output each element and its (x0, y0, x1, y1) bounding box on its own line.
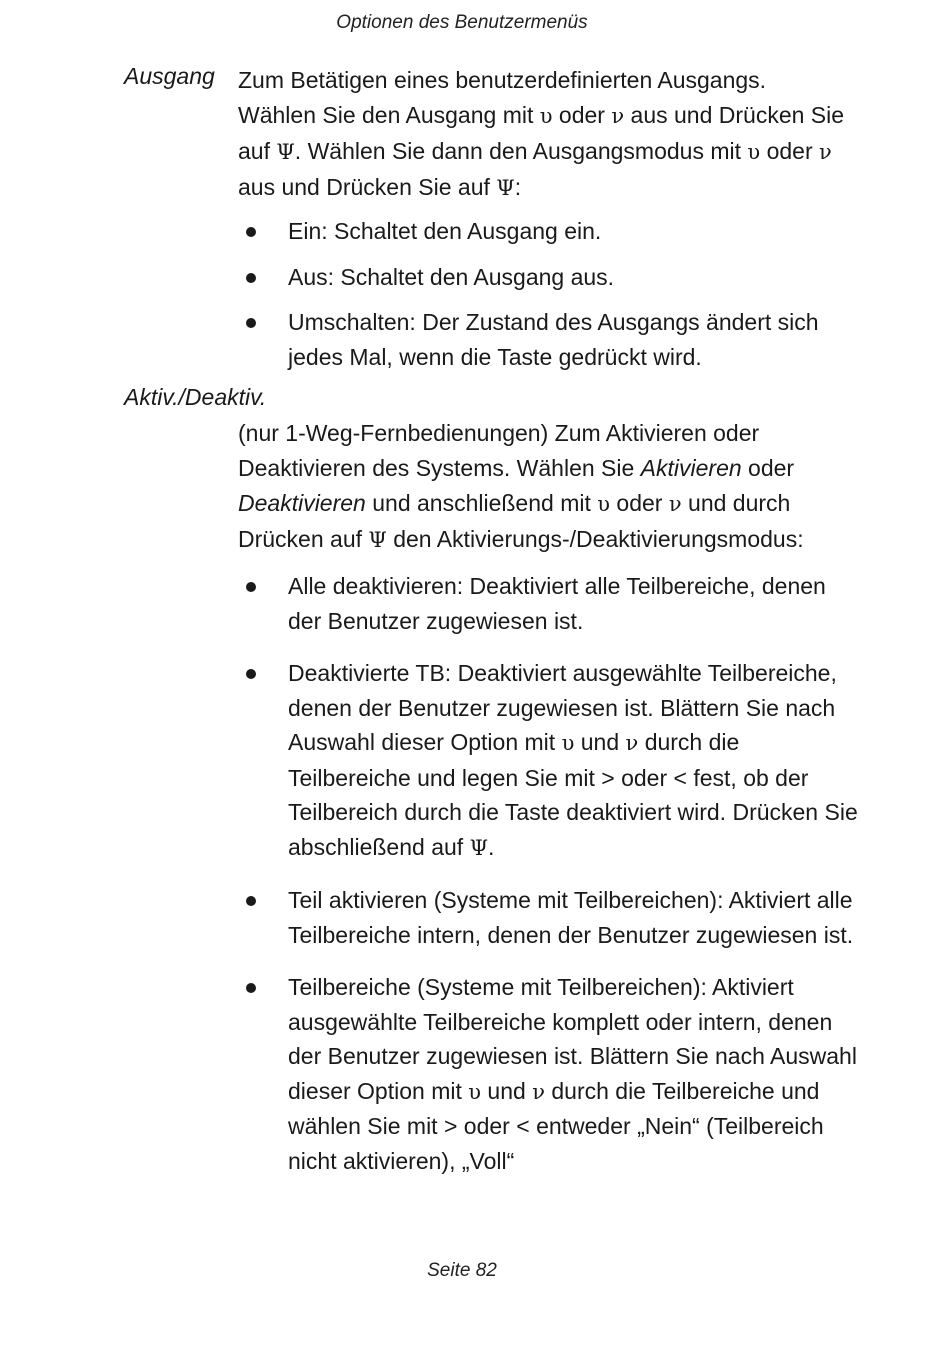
list-item: Umschalten: Der Zustand des Ausgangs ändert sich jedes Mal, wenn die Taste gedrückt wird. (238, 305, 858, 374)
enter-symbol: Ψ (276, 140, 295, 164)
enter-symbol: Ψ (469, 835, 488, 860)
down-symbol: ν (611, 104, 625, 128)
aktiv-bullet-list (238, 569, 858, 1178)
right-symbol: > (601, 764, 615, 791)
left-symbol: < (673, 764, 687, 791)
aktiv-line-1: (nur 1-Weg-Fernbedienungen) Zum Aktivieren oder (238, 420, 760, 446)
up-symbol: υ (539, 104, 553, 128)
ausgang-line-1: Zum Betätigen eines benutzerdefinierten Ausgangs. (238, 67, 767, 93)
up-symbol: υ (597, 492, 611, 516)
up-symbol: υ (468, 1079, 482, 1104)
up-symbol: υ (747, 140, 761, 164)
bullet-icon (246, 227, 256, 237)
bullet-icon (246, 669, 256, 679)
ausgang-bullet-list (238, 214, 858, 374)
bullet-icon (246, 983, 256, 993)
ausgang-description (238, 63, 858, 206)
enter-symbol: Ψ (496, 176, 515, 200)
bullet-icon (246, 896, 256, 906)
term-ausgang: Ausgang (124, 63, 215, 89)
list-item: Teil aktivieren (Systeme mit Teilbereichen): Aktiviert alle Teilbereiche intern, denen der Benutzer zugewiesen ist. (238, 883, 858, 952)
aktiv-description (238, 416, 858, 558)
bullet-icon (246, 273, 256, 283)
list-item: Ein: Schaltet den Ausgang ein. (238, 214, 858, 249)
right-symbol: > (443, 1113, 458, 1139)
aktiv-line-3: Deaktivieren und anschließend mit υ oder ν und durch (238, 490, 791, 516)
enter-symbol: Ψ (368, 528, 387, 552)
page-header: Optionen des Benutzermenüs (336, 12, 588, 33)
list-item: Deaktivierte TB: Deaktiviert ausgewählte Teilbereiche, denen der Benutzer zugewiesen ist. Blättern Sie nach Auswahl dieser Option mit υ und ν durch die Teilbereiche und legen Sie mit > oder < fest, ob der Teilbereich durch die Taste deaktiviert wird. Drücken Sie abschließend auf Ψ. (238, 656, 858, 865)
term-aktiv-deaktiv: Aktiv./Deaktiv. (124, 384, 267, 410)
bullet-icon (246, 318, 256, 328)
ausgang-line-3: auf Ψ. Wählen Sie dann den Ausgangsmodus mit υ oder ν (238, 138, 832, 164)
down-symbol: ν (532, 1079, 545, 1104)
list-item: Alle deaktivieren: Deaktiviert alle Teilbereiche, denen der Benutzer zugewiesen ist. (238, 569, 858, 638)
ausgang-line-4: aus und Drücken Sie auf Ψ: (238, 174, 522, 200)
list-item: Aus: Schaltet den Ausgang aus. (238, 260, 858, 295)
list-item: Teilbereiche (Systeme mit Teilbereichen): Aktiviert ausgewählte Teilbereiche komplett oder intern, denen der Benutzer zugewiesen ist. Blättern Sie nach Auswahl dieser Option mit υ und ν durch die Teilbereiche und wählen Sie mit > oder < entweder „Nein“ (Teilbereich nicht aktivieren), „Voll“ (238, 970, 858, 1178)
page-number: Seite 82 (427, 1260, 497, 1281)
ausgang-line-2: Wählen Sie den Ausgang mit υ oder ν aus und Drücken Sie (238, 102, 845, 128)
aktiv-line-4: Drücken auf Ψ den Aktivierungs-/Deaktivierungsmodus: (238, 526, 804, 552)
aktiv-line-2: Deaktivieren des Systems. Wählen Sie Aktivieren oder (238, 455, 795, 481)
down-symbol: ν (625, 731, 639, 755)
down-symbol: ν (819, 140, 832, 164)
up-symbol: υ (561, 731, 575, 755)
bullet-icon (246, 582, 256, 592)
left-symbol: < (516, 1113, 530, 1139)
down-symbol: ν (668, 492, 682, 516)
